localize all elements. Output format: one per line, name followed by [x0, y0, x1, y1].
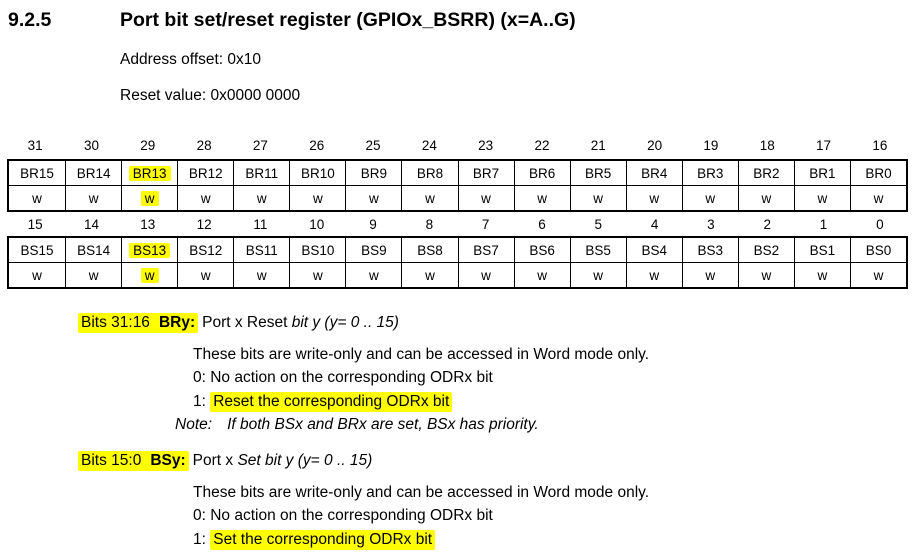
field-cell: BR12	[177, 161, 233, 185]
bit-number: 17	[816, 138, 832, 153]
field-summary-italic: Set bit y (y= 0 .. 15)	[237, 452, 373, 469]
bit-number: 2	[763, 217, 771, 232]
field-cell: BS3	[682, 238, 738, 262]
access-row-low	[9, 262, 906, 287]
access-cell: w	[570, 263, 626, 287]
bit-number: 15	[27, 217, 43, 232]
bit-number: 13	[140, 217, 156, 232]
field-cell: BS14	[65, 238, 121, 262]
field-summary: Port x	[192, 452, 238, 469]
access-cell: w	[458, 263, 514, 287]
field-row-high	[9, 161, 906, 185]
bits-range: Bits 15:0	[81, 452, 142, 469]
bit-number: 1	[819, 217, 828, 232]
field-row-low	[9, 238, 906, 262]
field-cell: BS13	[121, 238, 177, 262]
field-cell: BS1	[794, 238, 850, 262]
access-cell: w	[626, 186, 682, 210]
field-cell: BR10	[289, 161, 345, 185]
bit-number: 10	[309, 217, 325, 232]
access-cell: w	[850, 186, 906, 210]
field-name: BSy:	[150, 452, 186, 469]
access-cell: w	[233, 263, 289, 287]
access-cell: w	[289, 186, 345, 210]
field-cell: BS10	[289, 238, 345, 262]
access-cell: w	[738, 263, 794, 287]
note-line	[175, 413, 878, 437]
access-cell: w	[65, 186, 121, 210]
access-cell: w	[32, 190, 42, 206]
access-cell: w	[401, 186, 457, 210]
access-cell: w	[682, 263, 738, 287]
field-cell: BS7	[458, 238, 514, 262]
section-heading	[8, 9, 576, 32]
bit-number: 14	[83, 217, 99, 232]
bit-number: 21	[590, 138, 606, 153]
field-cell: BR13	[121, 161, 177, 185]
bit-number: 0	[876, 217, 884, 232]
field-cell: BS0	[850, 238, 906, 262]
description-line: These bits are write-only and can be accessed in Word mode only.	[193, 483, 650, 501]
field-cell: BS9	[345, 238, 401, 262]
bit-number: 5	[594, 217, 603, 232]
reset-value: Reset value: 0x0000 0000	[120, 87, 301, 104]
bits-range: Bits 31:16	[81, 314, 150, 331]
field-description-br	[78, 311, 878, 437]
bit-number: 18	[759, 138, 775, 153]
field-cell: BR14	[65, 161, 121, 185]
field-cell: BS5	[570, 238, 626, 262]
address-offset: Address offset: 0x10	[120, 51, 262, 68]
field-cell: BR3	[682, 161, 738, 185]
description-line: These bits are write-only and can be accessed in Word mode only.	[193, 345, 650, 363]
value-prefix: 1:	[193, 530, 211, 548]
bit-number: 6	[538, 217, 546, 232]
field-cell: BR1	[794, 161, 850, 185]
access-cell: w	[289, 263, 345, 287]
field-cell: BS6	[514, 238, 570, 262]
field-cell: BS8	[401, 238, 457, 262]
bit-number: 24	[421, 138, 437, 153]
bit-number: 11	[253, 217, 268, 232]
access-cell: w	[626, 263, 682, 287]
field-name: BRy:	[158, 314, 196, 331]
bit-number: 16	[872, 138, 888, 153]
note-text: If both BSx and BRx are set, BSx has priority.	[227, 416, 539, 433]
field-cell: BR0	[850, 161, 906, 185]
field-summary-italic: bit y (y= 0 .. 15)	[291, 314, 399, 331]
access-cell: w	[177, 263, 233, 287]
bit-number: 12	[196, 217, 212, 232]
page-title: Port bit set/reset register (GPIOx_BSRR) (x=A..G)	[120, 9, 576, 31]
access-cell: w	[177, 186, 233, 210]
highlighted-bits-label	[78, 451, 189, 471]
bit-number: 22	[534, 138, 550, 153]
access-cell: w	[458, 186, 514, 210]
field-cell: BS11	[233, 238, 289, 262]
bit-numbers-high	[7, 137, 908, 155]
field-summary: Port x Reset	[202, 314, 292, 331]
access-cell: w	[682, 186, 738, 210]
field-cell: BR5	[570, 161, 626, 185]
highlighted-bits-label	[78, 313, 198, 333]
bit-number: 26	[309, 138, 325, 153]
value-prefix: 1:	[193, 392, 211, 410]
field-cell: BR4	[626, 161, 682, 185]
access-cell: w	[121, 186, 177, 210]
access-cell: w	[514, 186, 570, 210]
section-number: 9.2.5	[8, 9, 52, 31]
note-label: Note:	[175, 416, 213, 433]
description-line: 0: No action on the corresponding ODRx bit	[193, 369, 493, 386]
access-cell: w	[65, 263, 121, 287]
access-cell: w	[32, 267, 42, 283]
bit-number: 7	[481, 217, 490, 232]
description-line	[193, 528, 878, 552]
access-cell: w	[570, 186, 626, 210]
field-description-bs	[78, 449, 878, 551]
field-cell: BS4	[626, 238, 682, 262]
description-body	[193, 343, 878, 414]
bit-number: 28	[196, 138, 212, 153]
description-line	[193, 390, 878, 414]
bit-number: 23	[478, 138, 494, 153]
description-heading	[78, 311, 878, 335]
field-cell: BR6	[514, 161, 570, 185]
bit-number: 4	[650, 217, 659, 232]
highlighted-text: Reset the corresponding ODRx bit	[210, 392, 452, 412]
access-cell: w	[121, 263, 177, 287]
bit-number: 25	[365, 138, 381, 153]
description-body	[193, 481, 878, 552]
bit-number: 20	[647, 138, 663, 153]
bit-number: 9	[369, 217, 377, 232]
field-cell: BR8	[401, 161, 457, 185]
bit-number: 8	[425, 217, 434, 232]
access-cell: w	[233, 186, 289, 210]
access-cell: w	[345, 186, 401, 210]
bit-number: 3	[707, 217, 715, 232]
access-row-high	[9, 185, 906, 210]
bit-numbers-low	[7, 216, 908, 234]
bit-number: 19	[703, 138, 719, 153]
access-cell: w	[738, 186, 794, 210]
access-cell: w	[345, 263, 401, 287]
access-cell: w	[401, 263, 457, 287]
field-cell: BS12	[177, 238, 233, 262]
field-cell: BR2	[738, 161, 794, 185]
description-heading	[78, 449, 878, 473]
bit-number: 30	[83, 138, 99, 153]
access-cell: w	[794, 186, 850, 210]
bit-number: 31	[27, 138, 43, 153]
access-cell: w	[794, 263, 850, 287]
access-cell: w	[514, 263, 570, 287]
highlighted-text: Set the corresponding ODRx bit	[210, 530, 435, 550]
field-cell: BS2	[738, 238, 794, 262]
field-cell: BR11	[233, 161, 289, 185]
description-line: 0: No action on the corresponding ODRx bit	[193, 507, 493, 524]
field-cell: BR15	[20, 165, 54, 181]
field-cell: BS15	[20, 242, 54, 258]
register-table-low	[7, 236, 908, 289]
bit-number: 29	[140, 138, 156, 153]
bit-number: 27	[252, 138, 268, 153]
register-table-high	[7, 159, 908, 212]
field-cell: BR9	[345, 161, 401, 185]
field-cell: BR7	[458, 161, 514, 185]
access-cell: w	[850, 263, 906, 287]
